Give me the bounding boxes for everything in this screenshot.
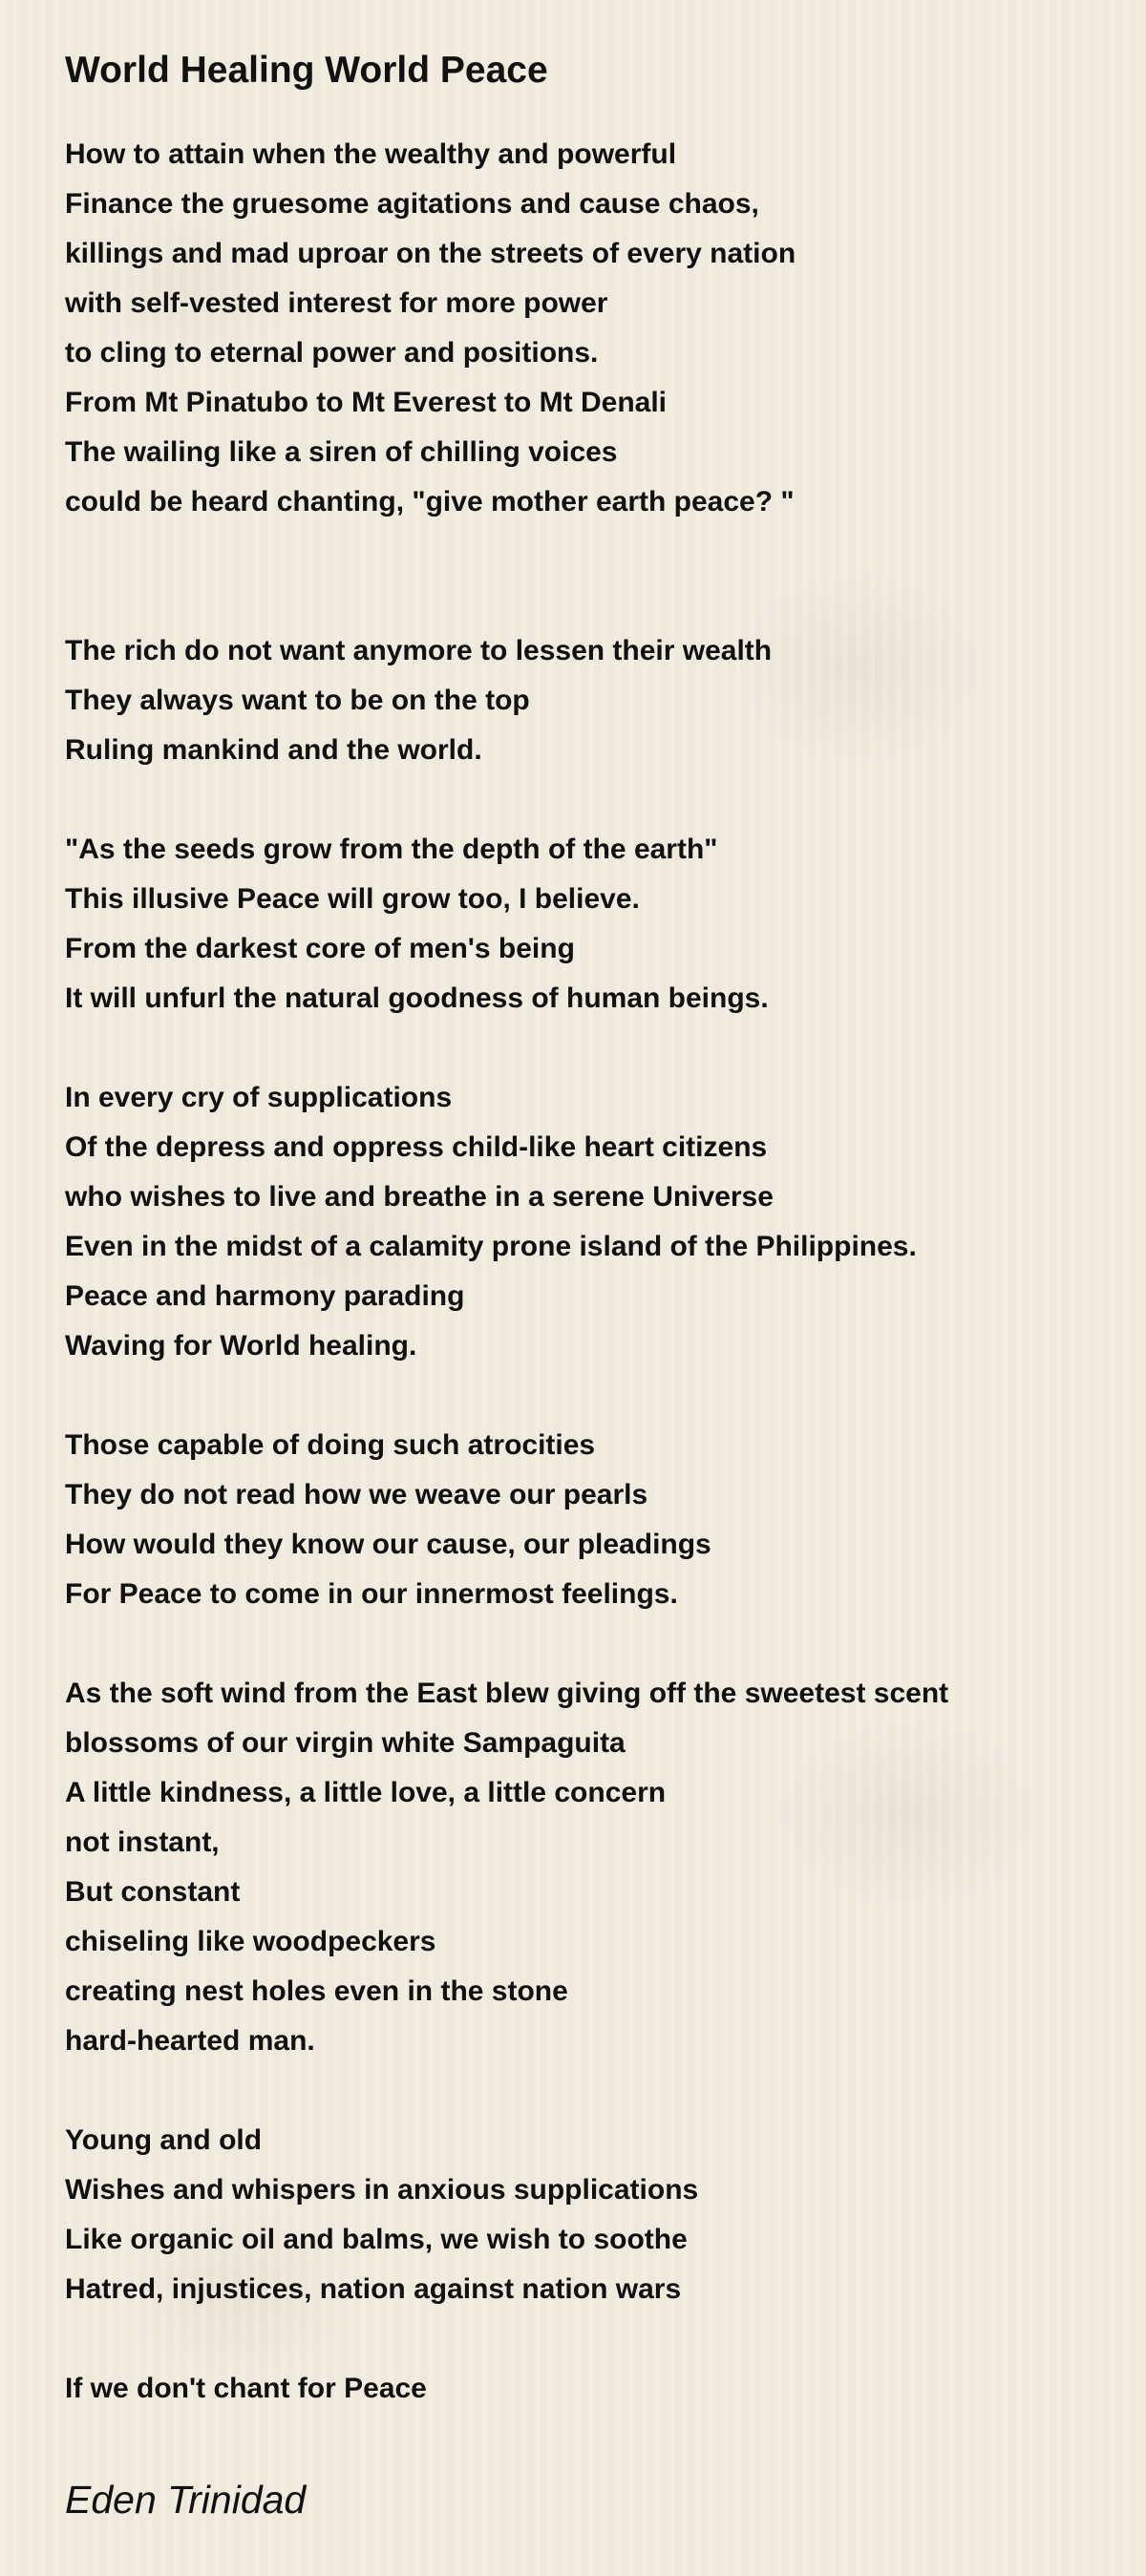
poem-line: It will unfurl the natural goodness of human beings. <box>65 982 769 1014</box>
stanza-break <box>65 775 1115 825</box>
stanza-break <box>65 1024 1115 1073</box>
poem-line: creating nest holes even in the stone <box>65 1975 568 2007</box>
poem-line: Peace and harmony parading <box>65 1280 465 1312</box>
poem-line: not instant, <box>65 1826 220 1858</box>
poem-line: The rich do not want anymore to lessen their wealth <box>65 635 773 666</box>
poem-line: hard-hearted man. <box>65 2025 315 2057</box>
poem-line: "As the seeds grow from the depth of the earth" <box>65 834 718 865</box>
poem-line: They always want to be on the top <box>65 685 530 716</box>
stanza-break <box>65 2066 1115 2116</box>
poem-line: As the soft wind from the East blew giving off the sweetest scent <box>65 1678 949 1709</box>
poem-line: But constant <box>65 1876 241 1908</box>
poem-line: blossoms of our virgin white Sampaguita <box>65 1727 626 1759</box>
poem-line: The wailing like a siren of chilling voices <box>65 436 618 468</box>
poem-line: killings and mad uproar on the streets of every nation <box>65 238 796 269</box>
poem-line: If we don't chant for Peace <box>65 2373 427 2404</box>
poem-title: World Healing World Peace <box>65 50 548 91</box>
poem-line: Like organic oil and balms, we wish to soothe <box>65 2224 688 2255</box>
poem-line: Even in the midst of a calamity prone island of the Philippines. <box>65 1231 917 1262</box>
poem-line: Of the depress and oppress child-like heart citizens <box>65 1131 768 1163</box>
poem-line: Those capable of doing such atrocities <box>65 1429 596 1461</box>
poem-line: How would they know our cause, our pleadings <box>65 1529 711 1560</box>
poem-line: From the darkest core of men's being <box>65 933 575 964</box>
stanza-break <box>65 1619 1115 1669</box>
poem-line: How to attain when the wealthy and powerful <box>65 138 677 170</box>
poem-line: For Peace to come in our innermost feelings. <box>65 1578 678 1610</box>
poem-line: could be heard chanting, "give mother earth peace? " <box>65 486 795 517</box>
poem-line: Wishes and whispers in anxious supplications <box>65 2174 699 2206</box>
poem-line: This illusive Peace will grow too, I believe. <box>65 883 640 915</box>
stanza-break <box>65 577 1115 626</box>
poem-line: They do not read how we weave our pearls <box>65 1479 648 1510</box>
poem-body <box>65 130 1115 2414</box>
stanza-break <box>65 1371 1115 1421</box>
poem-line: A little kindness, a little love, a little concern <box>65 1777 667 1808</box>
poem-line: From Mt Pinatubo to Mt Everest to Mt Denali <box>65 387 668 418</box>
poem-line: Ruling mankind and the world. <box>65 734 482 766</box>
poem-container <box>65 46 1115 2524</box>
poem-line: Hatred, injustices, nation against nation wars <box>65 2273 682 2305</box>
poem-line: with self-vested interest for more power <box>65 287 608 319</box>
poem-line: who wishes to live and breathe in a serene Universe <box>65 1181 774 1213</box>
poem-line: to cling to eternal power and positions. <box>65 337 599 369</box>
stanza-break <box>65 2314 1115 2364</box>
poem-line: Finance the gruesome agitations and cause chaos, <box>65 188 759 220</box>
poem-line: chiseling like woodpeckers <box>65 1926 436 1957</box>
stanza-break <box>65 527 1115 577</box>
poem-line: Waving for World healing. <box>65 1330 417 1362</box>
poem-line: In every cry of supplications <box>65 1082 453 1113</box>
poem-author: Eden Trinidad <box>65 2478 307 2522</box>
poem-line: Young and old <box>65 2124 263 2156</box>
